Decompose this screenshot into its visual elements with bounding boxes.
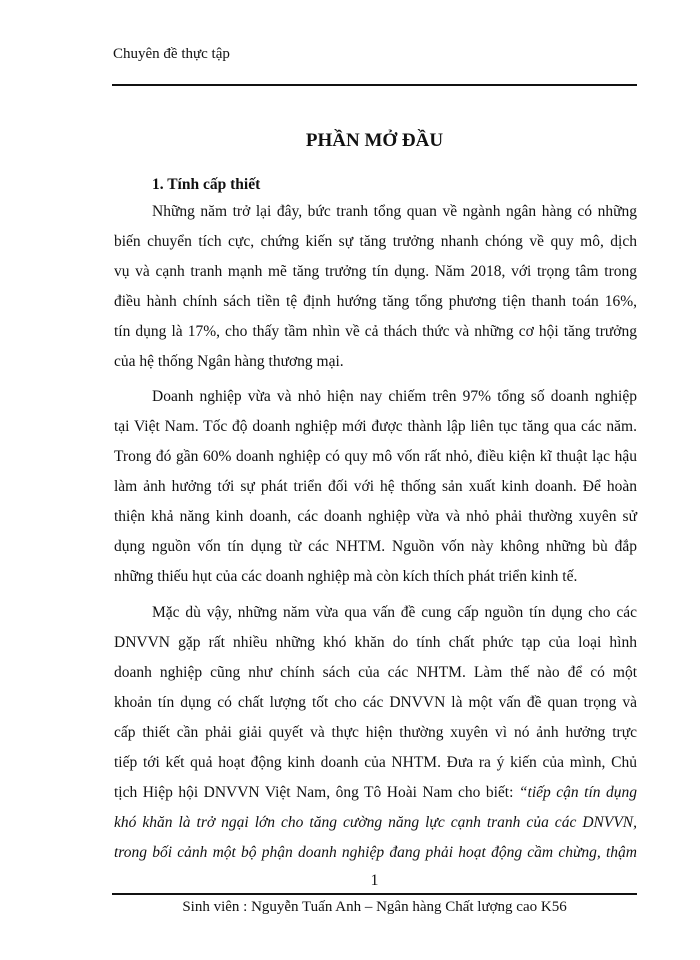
text-line: Trong đó gần 60% doanh nghiệp có quy mô vốn rất nhỏ, điều kiện kĩ thuật lạc hậu — [114, 448, 637, 465]
quote-line: khó khăn là trở ngại lớn cho tăng cường năng lực cạnh tranh của các DNVVN, — [114, 814, 637, 831]
text-line-with-quote — [114, 783, 637, 803]
text-line: dụng nguồn vốn tín dụng từ các NHTM. Nguồn vốn này không những bù đắp — [114, 538, 637, 555]
text-line: những thiếu hụt của các doanh nghiệp mà còn kích thích phát triển kinh tế. — [114, 568, 578, 585]
text-line: tín dụng là 17%, cho thấy tầm nhìn về cả thách thức và những cơ hội tăng trưởng — [114, 323, 637, 340]
footer-text: Sinh viên : Nguyễn Tuấn Anh – Ngân hàng Chất lượng cao K56 — [182, 899, 567, 915]
text-line: Mặc dù vậy, những năm vừa qua vấn đề cung cấp nguồn tín dụng cho các — [152, 604, 637, 621]
header-rule — [112, 84, 637, 86]
text-line: tại Việt Nam. Tốc độ doanh nghiệp mới được thành lập liên tục tăng qua các năm. — [114, 418, 637, 435]
text-line: DNVVN gặp rất nhiều những khó khăn do tính chất phức tạp của loại hình — [114, 634, 637, 651]
text-line: tiếp tới kết quả hoạt động kinh doanh của NHTM. Đưa ra ý kiến của mình, Chủ — [114, 754, 637, 771]
page-number: 1 — [370, 872, 379, 889]
text-line: của hệ thống Ngân hàng thương mại. — [114, 353, 344, 370]
text-line: làm ảnh hưởng tới sự phát triển đối với hệ thống sản xuất kinh doanh. Để hoàn — [114, 478, 637, 495]
text-line: khoản tín dụng có chất lượng tốt cho các DNVVN là một vấn đề quan trọng và — [114, 694, 637, 711]
text-normal: tịch Hiệp hội DNVVN Việt Nam, ông Tô Hoài Nam cho biết: — [114, 784, 519, 801]
text-line: doanh nghiệp cũng như chính sách của các NHTM. Làm thế nào để có một — [114, 664, 637, 681]
text-line: thiện khả năng kinh doanh, các doanh nghiệp vừa và nhỏ phải thường xuyên sử — [114, 508, 637, 525]
quote-start: “tiếp cận tín dụng — [518, 784, 637, 801]
text-line: Doanh nghiệp vừa và nhỏ hiện nay chiếm trên 97% tổng số doanh nghiệp — [152, 388, 637, 405]
header-text: Chuyên đề thực tập — [113, 46, 230, 62]
text-line: điều hành chính sách tiền tệ định hướng tăng tổng phương tiện thanh toán 16%, — [114, 293, 637, 310]
section-heading: 1. Tính cấp thiết — [152, 176, 261, 193]
text-line: biến chuyển tích cực, chứng kiến sự tăng trưởng nhanh chóng về quy mô, dịch — [114, 233, 637, 250]
footer-rule — [112, 893, 637, 895]
page-title: PHẦN MỞ ĐẦU — [305, 130, 444, 151]
text-line: Những năm trở lại đây, bức tranh tổng quan về ngành ngân hàng có những — [152, 203, 637, 220]
quote-line: trong bối cảnh một bộ phận doanh nghiệp đang phải hoạt động cầm chừng, thậm — [114, 844, 637, 861]
text-line: vụ và cạnh tranh mạnh mẽ tăng trưởng tín dụng. Năm 2018, với trọng tâm trong — [114, 263, 637, 280]
text-line: cấp thiết cần phải giải quyết và thực hiện thường xuyên vì nó ảnh hưởng trực — [114, 724, 637, 741]
